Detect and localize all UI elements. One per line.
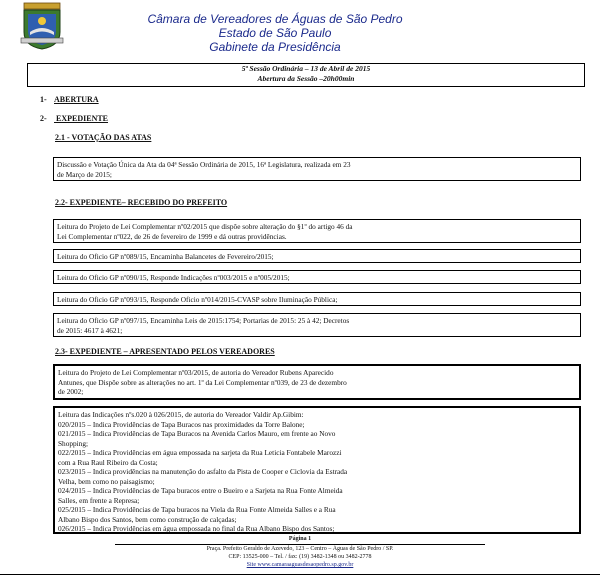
box-line: Shopping; [58, 438, 89, 448]
prefeito-box-2 [53, 249, 581, 263]
box-line: 025/2015 – Indica Providências de Tapa buracos na Viela da Rua Fonte Almeida Salles e a Rua [58, 505, 336, 514]
box-line: 026/2015 – Indica Providências em água empossada no final da Rua Albano Bispo dos Santos; [58, 524, 335, 533]
page-bottom-divider [0, 574, 600, 575]
box-line: 023/2015 – Indica providências na manutenção do asfalto da Pista de Cooper e Ciclovia da Estrada [58, 467, 348, 476]
box-line: 024/2015 – Indica Providências de Tapa buracos entre o Bueiro e a Sarjeta na Rua Fonte Almeida [58, 486, 343, 495]
header-chamber-name: Câmara de Vereadores de Águas de São Pedro [147, 12, 403, 26]
prefeito-box-4 [53, 292, 581, 306]
box-line: de Março de 2015; [57, 169, 112, 179]
box-line: Leitura das Indicações nºs.020 à 026/2015, de autoria do Vereador Valdir Ap.Gibim: [58, 410, 304, 419]
box-line: Velha, bem como no paisagismo; [58, 476, 155, 486]
box-line: Antunes, que Dispõe sobre as alterações no art. 1º da Lei Complementar nº039, de 23 de dezembro [58, 377, 347, 387]
session-subtitle: Abertura da Sessão –20h00min [257, 74, 355, 83]
vereadores-box-1 [53, 364, 581, 400]
prefeito-box-1 [53, 219, 581, 243]
box-line: Leitura do Oficio GP nº090/15, Responde Indicações nº003/2015 e nº005/2015; [57, 273, 290, 282]
subsection-votacao-atas: 2.1 - VOTAÇÃO DAS ATAS [55, 133, 152, 142]
session-box [27, 63, 585, 87]
session-title: 5ª Sessão Ordinária – 13 de Abril de 2015 [241, 64, 371, 73]
box-line: Leitura do Projeto de Lei Complementar nº03/2015, de autoria do Vereador Rubens Aparecido [58, 368, 334, 377]
box-line: 020/2015 – Indica Providências de Tapa Buracos nas proximidades da Torre Balone; [58, 419, 305, 429]
page-number: Página 1 [288, 536, 312, 542]
footer-address: Praça. Prefeito Geraldo de Azevedo, 123 – Centro – Águas de São Pedro / SP. [206, 546, 394, 552]
box-line: 022/2015 – Indica Providências em água empossada na sarjeta da Rua Leticia Fontabele Marozzi [58, 448, 342, 457]
box-line: Leitura do Oficio GP nº097/15, Encaminha Leis de 2015:1754; Portarias de 2015: 25 à 42; Decretos [57, 316, 350, 325]
header-cabinet: Gabinete da Presidência [209, 40, 341, 54]
box-line: Lei Complementar nº022, de 26 de fevereiro de 1999 e dá outras providências. [57, 231, 287, 241]
box-line: de 2015: 4617 à 4621; [57, 325, 123, 335]
section-abertura [40, 95, 99, 104]
box-line: com a Rua Raul Ribeiro da Costa; [58, 457, 158, 467]
section-label: ABERTURA [54, 95, 99, 104]
footer-site-link[interactable]: Site www.camaraaguasdesaopedro.sp.gov.br [246, 562, 354, 568]
box-line: Leitura do Oficio GP nº089/15, Encaminha Balancetes de Fevereiro/2015; [57, 252, 274, 261]
header-state: Estado de São Paulo [218, 26, 332, 40]
section-number: 2- [40, 114, 47, 123]
box-line: Discussão e Votação Única da Ata da 04ª Sessão Ordinária de 2015, 16ª Legislatura, realizada em 23 [57, 160, 351, 169]
prefeito-box-3 [53, 270, 581, 284]
prefeito-box-5 [53, 313, 581, 337]
box-line: de 2002; [58, 387, 84, 396]
section-label: EXPEDIENTE [54, 114, 109, 123]
box-line: Albano Bispo dos Santos, bem como construção de calçadas; [58, 514, 237, 524]
subsection-recebido-prefeito: 2.2- EXPEDIENTE– RECEBIDO DO PREFEITO [55, 198, 228, 207]
section-expediente [40, 114, 108, 123]
subsection-apresentado-vereadores: 2.3- EXPEDIENTE – APRESENTADO PELOS VEREADORES [55, 347, 275, 356]
box-line: Leitura do Oficio GP nº093/15, Responde Oficio nº014/2015-CVASP sobre Iluminação Pública; [57, 295, 338, 304]
box-line: 021/2015 – Indica Providências de Tapa Buracos na Avenida Carlos Mauro, em frente ao Novo [58, 429, 336, 438]
coat-of-arms-logo [20, 2, 64, 50]
footer-divider [115, 544, 485, 545]
vereadores-box-2 [53, 406, 581, 534]
box-line: Salles, em frente a Represa; [58, 495, 140, 505]
atas-box [53, 157, 581, 181]
box-line: Leitura do Projeto de Lei Complementar nº02/2015 que dispõe sobre alteração do §1º do artigo 46 da [57, 222, 353, 231]
section-number: 1- [40, 95, 47, 104]
footer-contact: CEP: 13525-000 – Tel. / fax: (19) 3482-1348 ou 3482-2778 [228, 554, 372, 560]
